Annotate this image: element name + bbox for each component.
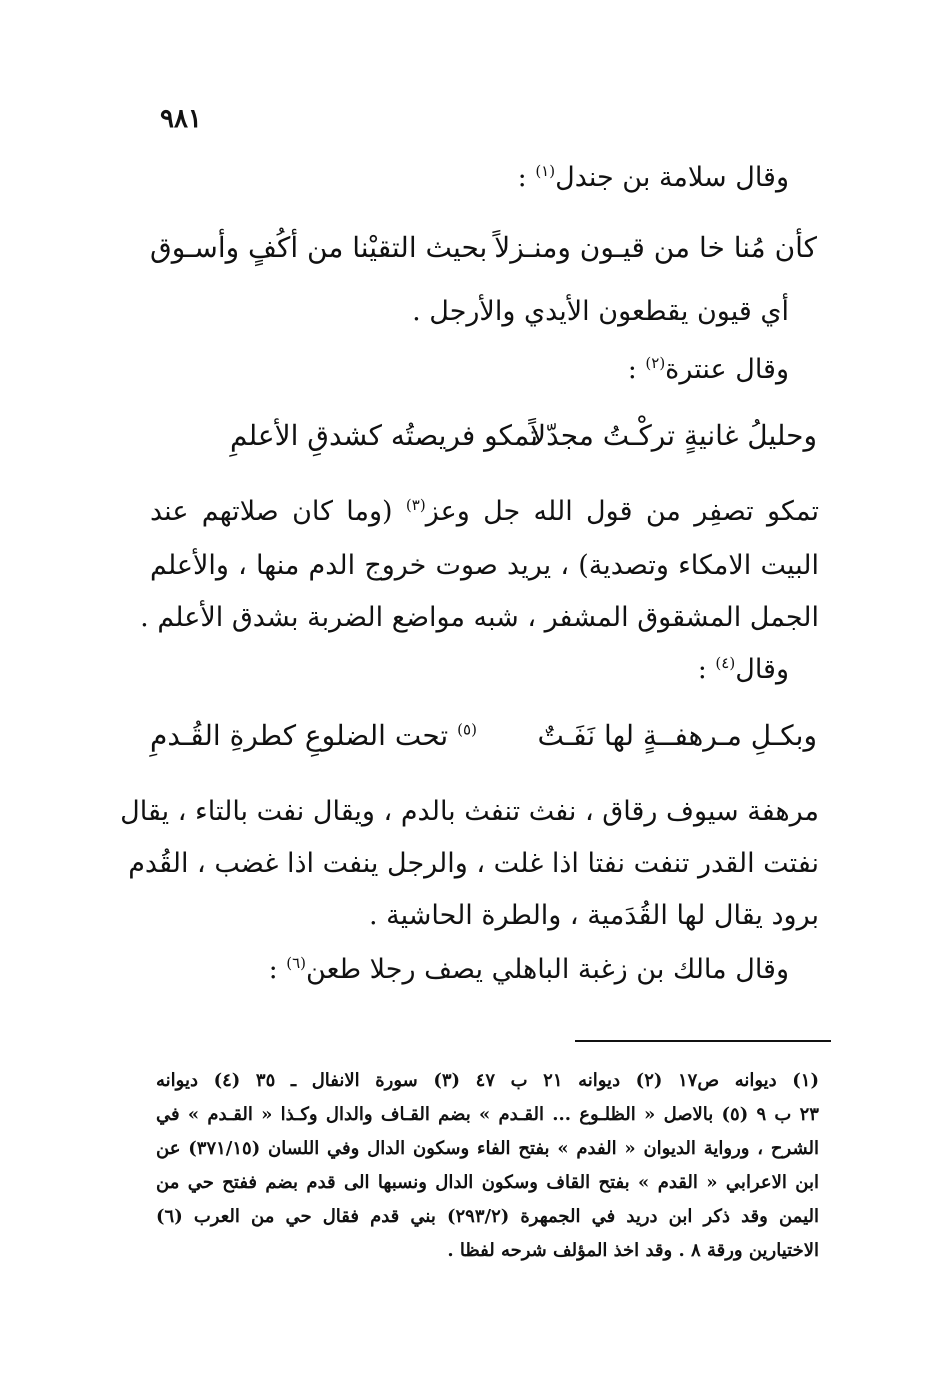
paragraph-line <box>150 492 819 532</box>
intro-text: وقال سلامة بن جندل <box>555 162 789 193</box>
footnote-ref: (٤) <box>715 654 736 672</box>
page-number: ٩٨١ <box>160 104 202 134</box>
colon: : <box>268 954 287 985</box>
verse-3-first-hemistich: وبكـلِ مـرهفــةٍ لها نَفَـتٌ <box>537 719 817 752</box>
footnote-ref: (٢) <box>645 354 666 372</box>
intro-line-salama <box>518 158 789 198</box>
footnote-line: الاختيارين ورقة ٨ . وقد اخذ المؤلف شرحه لفظا . <box>447 1240 819 1261</box>
footnote-line: ٢٣ ب ٩ (٥) بالاصل « الظلـوع ... القـدم » بضم القـاف والدال وكـذا « القـدم » في <box>156 1104 819 1125</box>
intro-line-antara <box>628 350 789 390</box>
verse-2-second-hemistich: تمكو فريصتُه كشدقِ الأعلمِ <box>230 419 539 452</box>
footnote-ref: (٦) <box>286 954 307 972</box>
verse-1-first-hemistich: كأن مُنا خا من قيـون ومنـزلاً <box>494 231 817 264</box>
footnote-ref: (٥) <box>457 720 477 739</box>
footnote-line: (١) ديوانه ص١٧ (٢) ديوانه ٢١ ب ٤٧ (٣) سورة الانفال ـ ٣٥ (٤) ديوانه <box>156 1070 819 1091</box>
paragraph-text: (وما كان صلاتهم عند <box>150 496 406 527</box>
verse-2-first-hemistich: وحليلُ غانيةٍ تركْـتُ مجدّلاً <box>530 419 817 452</box>
verse-3-second-hemistich: $^{(٥)}$ تحت الضلوعِ كطرةِ القُـدمِ <box>150 719 477 752</box>
footnote-ref: (١) <box>535 162 556 180</box>
footnote-line: الشرح ، ورواية الديوان « الفدم » بفتح الفاء وسكون الدال وفي اللسان (٣٧١/١٥) عن <box>156 1138 819 1159</box>
paragraph-line: البيت الامكاء وتصدية) ، يريد صوت خروج الدم منها ، والأعلم <box>150 550 819 581</box>
footnote-line: ابن الاعرابي « القدم » بفتح القاف وسكون الدال ونسبها الى قدم بضم ففتح حي من <box>156 1172 819 1193</box>
colon: : <box>517 162 536 193</box>
paragraph-line: نفتت القدر تنفت نفتا اذا غلت ، والرجل ينفت اذا غضب ، القُدم <box>128 848 819 879</box>
intro-text: وقال مالك بن زغبة الباهلي يصف رجلا طعن <box>306 954 789 985</box>
verse-2 <box>190 414 817 458</box>
verse-1-second-hemistich: بحيث التقيْنا من أكُفٍ وأسـوق <box>150 231 488 264</box>
paragraph-text: تمكو تصفِر من قول الله جل وعز <box>425 496 819 527</box>
paragraph-line: برود يقال لها القُدَمية ، والطرة الحاشية . <box>369 900 819 931</box>
verse-3 <box>150 714 817 758</box>
colon: : <box>627 354 646 385</box>
colon: : <box>697 654 716 685</box>
paragraph-line: الجمل المشقوق المشفر ، شبه مواضع الضربة بشدق الأعلم . <box>140 602 819 633</box>
intro-line-malik <box>269 950 789 990</box>
intro-text: وقال <box>735 654 789 685</box>
paragraph-line: مرهفة سيوف رقاق ، نفث تنفث بالدم ، ويقال نفت بالتاء ، يقال <box>120 796 819 827</box>
intro-line-generic <box>698 650 789 690</box>
explanation-line: أي قيون يقطعون الأيدي والأرجل . <box>412 296 789 327</box>
intro-text: وقال عنترة <box>665 354 789 385</box>
verse-1 <box>150 226 817 270</box>
footnote-line: اليمن وقد ذكر ابن دريد في الجمهرة (٢٩٣/٢) بني قدم فقال حي من العرب (٦) <box>156 1206 819 1227</box>
footnote-ref: (٣) <box>405 496 426 514</box>
footnote-separator <box>575 1040 831 1042</box>
